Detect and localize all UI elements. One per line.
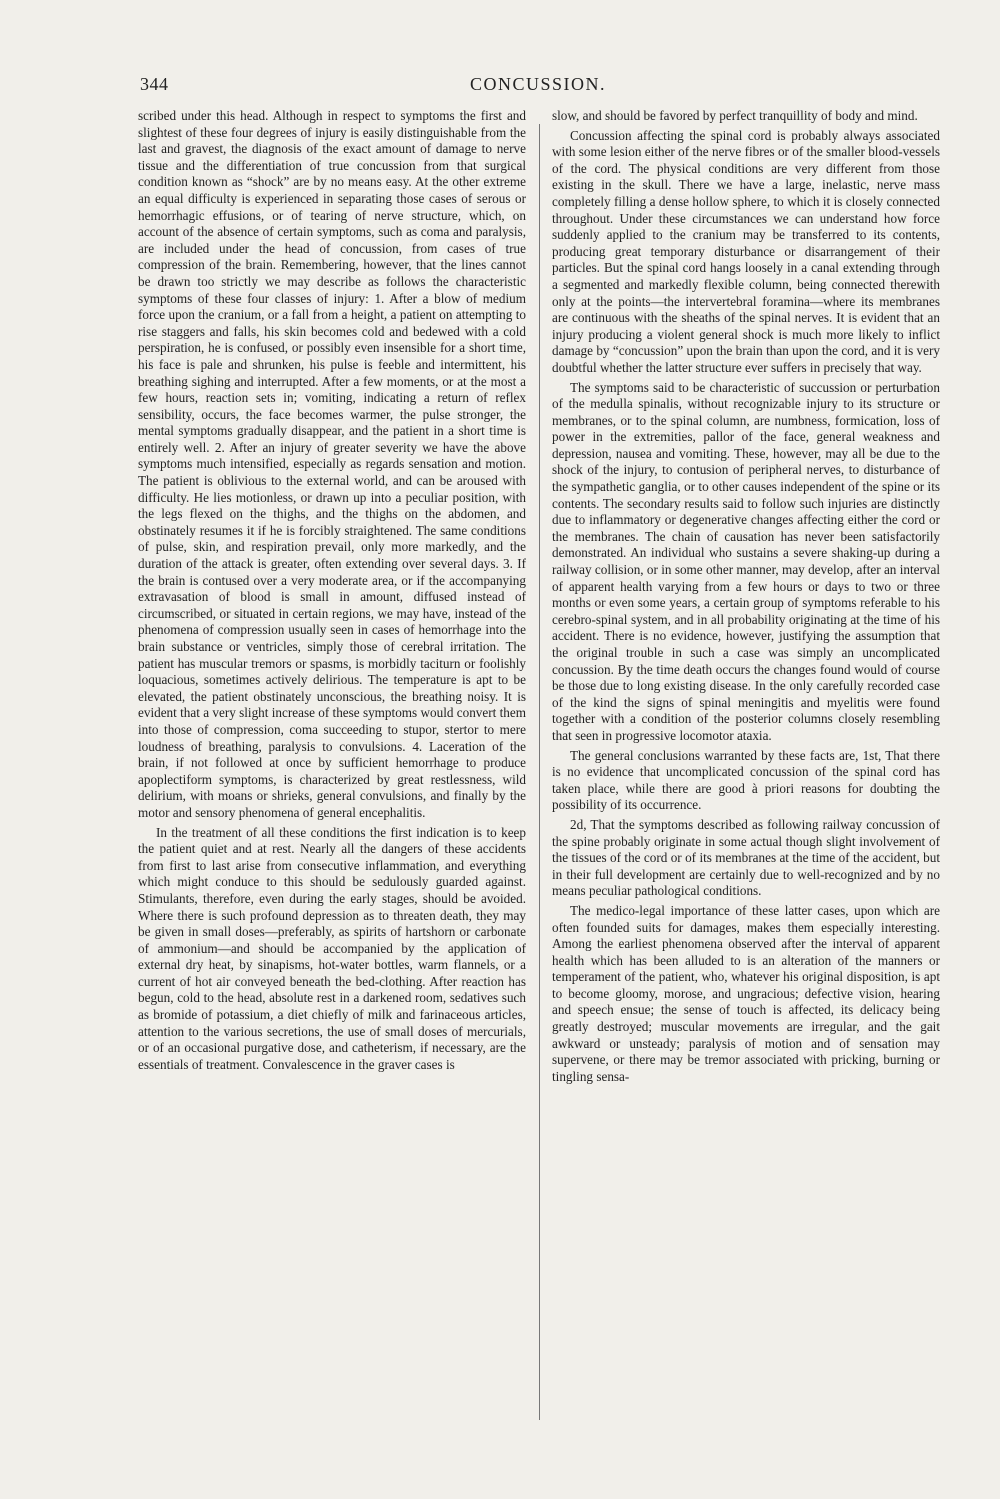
- running-head: [138, 74, 938, 96]
- paragraph: The medico-legal importance of these latter cases, upon which are often founded suits for damages, makes them especially interesting. Among the earliest phenomena observed after the interval of apparent health which has been alluded to is an alteration of the manners or temperament of the patient, who, whatever his original disposition, is apt to become gloomy, morose, and ungracious; defective vision, hearing and speech ensue; the sense of touch is affected, its delicacy being greatly destroyed; muscular movements are irregular, and the gait awkward or unsteady; paralysis of motion and of sensation may supervene, or there may be tremor associated with pricking, burning or tingling sensa-: [552, 902, 940, 1084]
- paragraph: The symptoms said to be characteristic of succussion or perturbation of the medulla spinalis, without recognizable injury to its structure or membranes, or to the spinal column, are numbness, formication, loss of power in the extremities, pallor of the face, general weakness and depression, nausea and vomiting. These, however, may all be due to the shock of the injury, to contusion of peripheral nerves, to disturbance of the sympathetic ganglia, or to other causes independent of the spine or its contents. The secondary results said to follow such injuries are distinctly due to inflammatory or degenerative changes affecting either the cord or the membranes. The chain of causation has never been satisfactorily demonstrated. An individual who sustains a severe shaking-up during a railway collision, or in some other manner, may develop, after an interval of apparent health varying from a few hours or days to two or three months or even some years, a certain group of symptoms referable to his cerebro-spinal system, and in all probability originating at the time of his accident. There is no evidence, however, justifying the assumption that the original trouble in such a case was simply an uncomplicated concussion. By the time death occurs the changes found would of course be those due to long existing disease. In the only carefully recorded case of the kind the signs of spinal meningitis and myelitis were found together with a condition of the posterior columns closely resembling that seen in progressive locomotor ataxia.: [552, 379, 940, 743]
- text-columns: [138, 108, 940, 1420]
- column-divider: [539, 124, 540, 1420]
- left-column: [138, 108, 526, 1420]
- paragraph: scribed under this head. Although in respect to symptoms the first and slightest of these four degrees of injury is easily distinguishable from the last and gravest, the diagnosis of the exact amount of damage to nerve tissue and the differentiation of true concussion from that surgical condition known as “shock” are by no means easy. At the other extreme an equal difficulty is experienced in separating those cases of serous or hemorrhagic effusions, or of tearing of nerve structure, which, on account of the absence of certain symptoms, such as coma and paralysis, are included under the head of concussion, from cases of true compression of the brain. Remembering, however, that the lines cannot be drawn too strictly we may describe as follows the characteristic symptoms of these four classes of injury: 1. After a blow of medium force upon the cranium, or a fall from a height, a patient on attempting to rise staggers and falls, his skin becomes cold and bedewed with a cold perspiration, he is confused, or possibly even insensible for a short time, his face is pale and shrunken, his pulse is feeble and intermittent, his breathing sighing and interrupted. After a few moments, or at the most a few hours, reaction sets in; vomiting, indicating a return of reflex sensibility, occurs, the face becomes warmer, the pulse stronger, the mental symptoms gradually disappear, and the patient in a short time is entirely well. 2. After an injury of greater severity we have the above symptoms much intensified, especially as regards sensation and motion. The patient is oblivious to the external world, and can be aroused with difficulty. He lies motionless, or drawn up into a peculiar position, with the legs flexed on the thighs, and the thighs on the abdomen, and obstinately resumes it if he is forcibly straightened. The same conditions of pulse, skin, and respiration prevail, only more markedly, and the duration of the attack is greater, often extending over several days. 3. If the brain is contused over a very moderate area, or if the accompanying extravasation of blood is small in amount, diffused instead of circumscribed, or situated in certain regions, we may have, instead of the phenomena of compression usually seen in cases of hemorrhage into the brain substance or ventricles, simply those of cerebral irritation. The patient has muscular tremors or spasms, is morbidly taciturn or foolishly loquacious, sometimes actively delirious. The temperature is apt to be elevated, the patient obstinately unconscious, the breathing noisy. It is evident that a very slight increase of these symptoms would convert them into those of compression, coma succeeding to stupor, stertor to mere loudness of breathing, paralysis to convulsions. 4. Laceration of the brain, if not followed at once by sufficient hemorrhage to produce apoplectiform symptoms, is characterized by great restlessness, wild delirium, with moans or shrieks, general convulsions, and finally by the motor and sensory phenomena of general encephalitis.: [138, 108, 526, 820]
- paragraph: The general conclusions warranted by these facts are, 1st, That there is no evidence that uncomplicated concussion of the spinal cord has taken place, while there are good à priori reasons for doubting the possibility of its occurrence.: [552, 747, 940, 813]
- paragraph: Concussion affecting the spinal cord is probably always associated with some lesion either of the nerve fibres or of the smaller blood-vessels of the cord. The physical conditions are very different from those existing in the skull. There we have a large, inelastic, nerve mass completely filling a dense hollow sphere, to which it is closely connected throughout. Under these circumstances we can understand how force suddenly applied to the cranium may be transferred to its contents, producing great temporary disturbance or disarrangement of their particles. But the spinal cord hangs loosely in a canal extending through a segmented and markedly flexible column, being connected therewith only at the points—the intervertebral foramina—where its membranes are continuous with the sheaths of the spinal nerves. It is evident that an injury producing a violent general shock is much more likely to inflict damage by “concussion” upon the brain than upon the cord, and it is very doubtful whether the latter structure ever suffers in precisely that way.: [552, 127, 940, 375]
- paragraph: In the treatment of all these conditions the first indication is to keep the patient quiet and at rest. Nearly all the dangers of these accidents from first to last arise from consecutive inflammation, and everything which might conduce to this should be sedulously guarded against. Stimulants, therefore, even during the early stages, should be avoided. Where there is such profound depression as to threaten death, they may be given in small doses—preferably, as spirits of hartshorn or carbonate of ammonium—and should be accompanied by the application of external dry heat, by sinapisms, hot-water bottles, warm flannels, or a current of hot air conveyed beneath the bed-clothing. After reaction has begun, cold to the head, absolute rest in a darkened room, sedatives such as bromide of potassium, a diet chiefly of milk and farinaceous articles, attention to the various secretions, the use of small doses of mercurials, or of an occasional purgative dose, and catheterism, if necessary, are the essentials of treatment. Convalescence in the graver cases is: [138, 824, 526, 1072]
- paragraph: 2d, That the symptoms described as following railway concussion of the spine probably originate in some actual though slight involvement of the tissues of the cord or of its membranes at the time of the accident, but in their full development are certainly due to well-recognized and by no means peculiar pathological conditions.: [552, 816, 940, 899]
- paragraph: slow, and should be favored by perfect tranquillity of body and mind.: [552, 108, 918, 123]
- right-column: [552, 108, 940, 1420]
- page-number: 344: [140, 74, 169, 94]
- page-heading: CONCUSSION.: [469, 74, 607, 94]
